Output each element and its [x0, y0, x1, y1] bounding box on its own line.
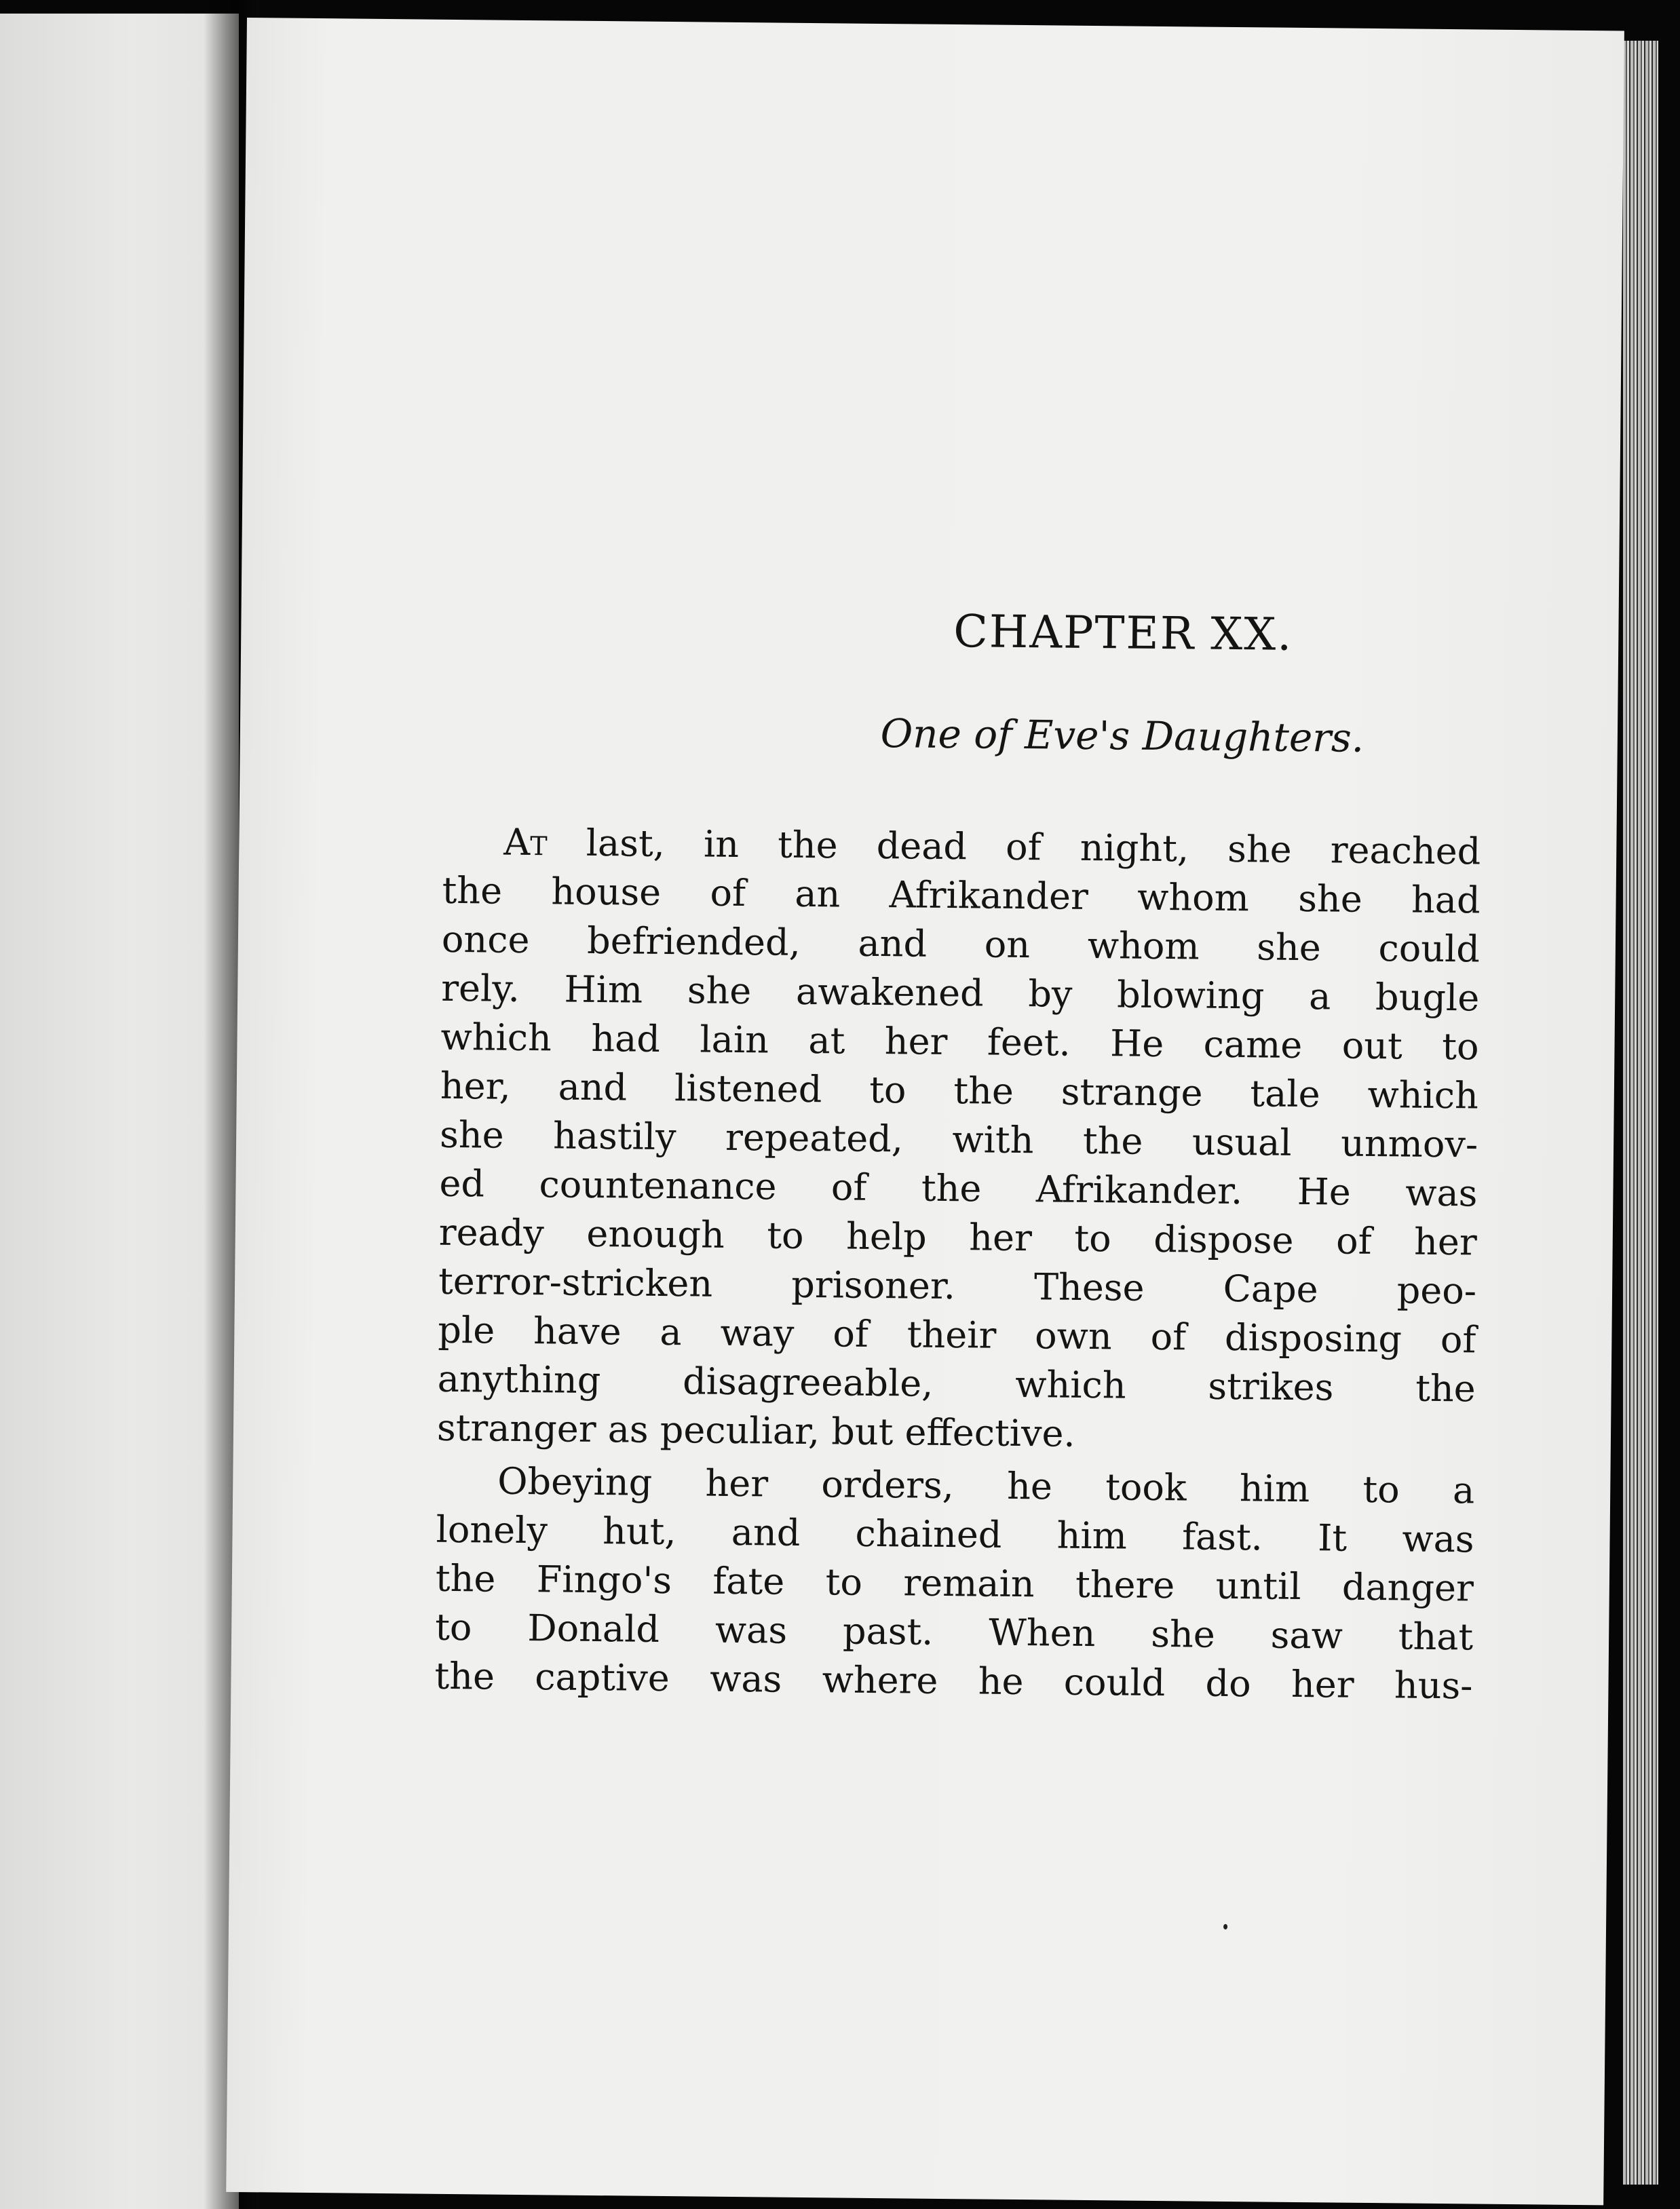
- paragraph-line: once befriended, and on whom she could: [441, 917, 1481, 971]
- ink-speck: [1223, 1924, 1227, 1929]
- chapter-subtitle: One of Eve's Daughters.: [880, 710, 1364, 761]
- book-page: [226, 18, 1624, 2205]
- paragraph-line: terror-stricken prisoner. These Cape peo-: [438, 1259, 1477, 1313]
- paragraph-line: her, and listened to the strange tale which: [440, 1064, 1479, 1117]
- paragraph-line: anything disagreeable, which strikes the: [437, 1357, 1476, 1410]
- paragraph-line: the Fingo's fate to remain there until danger: [435, 1556, 1474, 1610]
- chapter-heading: CHAPTER XX.: [953, 605, 1293, 661]
- paragraph-line: ple have a way of their own of disposing of: [438, 1308, 1476, 1362]
- paragraph-line: stranger as peculiar, but effective.: [436, 1406, 1075, 1455]
- drop-word: At: [503, 820, 548, 864]
- paragraph-line: ed countenance of the Afrikander. He was: [439, 1161, 1478, 1215]
- paragraph-line: lonely hut, and chained him fast. It was: [436, 1507, 1474, 1561]
- paragraph-line: Obeying her orders, he took him to a: [497, 1459, 1475, 1512]
- paragraph-line: the house of an Afrikander whom she had: [442, 868, 1481, 922]
- page-text: [226, 18, 1624, 2205]
- page-edges: [1623, 41, 1658, 2185]
- paragraph-line: rely. Him she awakened by blowing a bugle: [440, 966, 1480, 1020]
- paragraph-line: to Donald was past. When she saw that: [434, 1605, 1474, 1659]
- paragraph-line: the captive was where he could do her hus-: [434, 1654, 1473, 1708]
- paragraph-line: ready enough to help her to dispose of her: [438, 1210, 1478, 1264]
- paragraph-line: she hastily repeated, with the usual unmov-: [439, 1113, 1478, 1166]
- paragraph-line: At last, in the dead of night, she reached: [503, 820, 1481, 873]
- paragraph-line: which had lain at her feet. He came out to: [440, 1015, 1479, 1069]
